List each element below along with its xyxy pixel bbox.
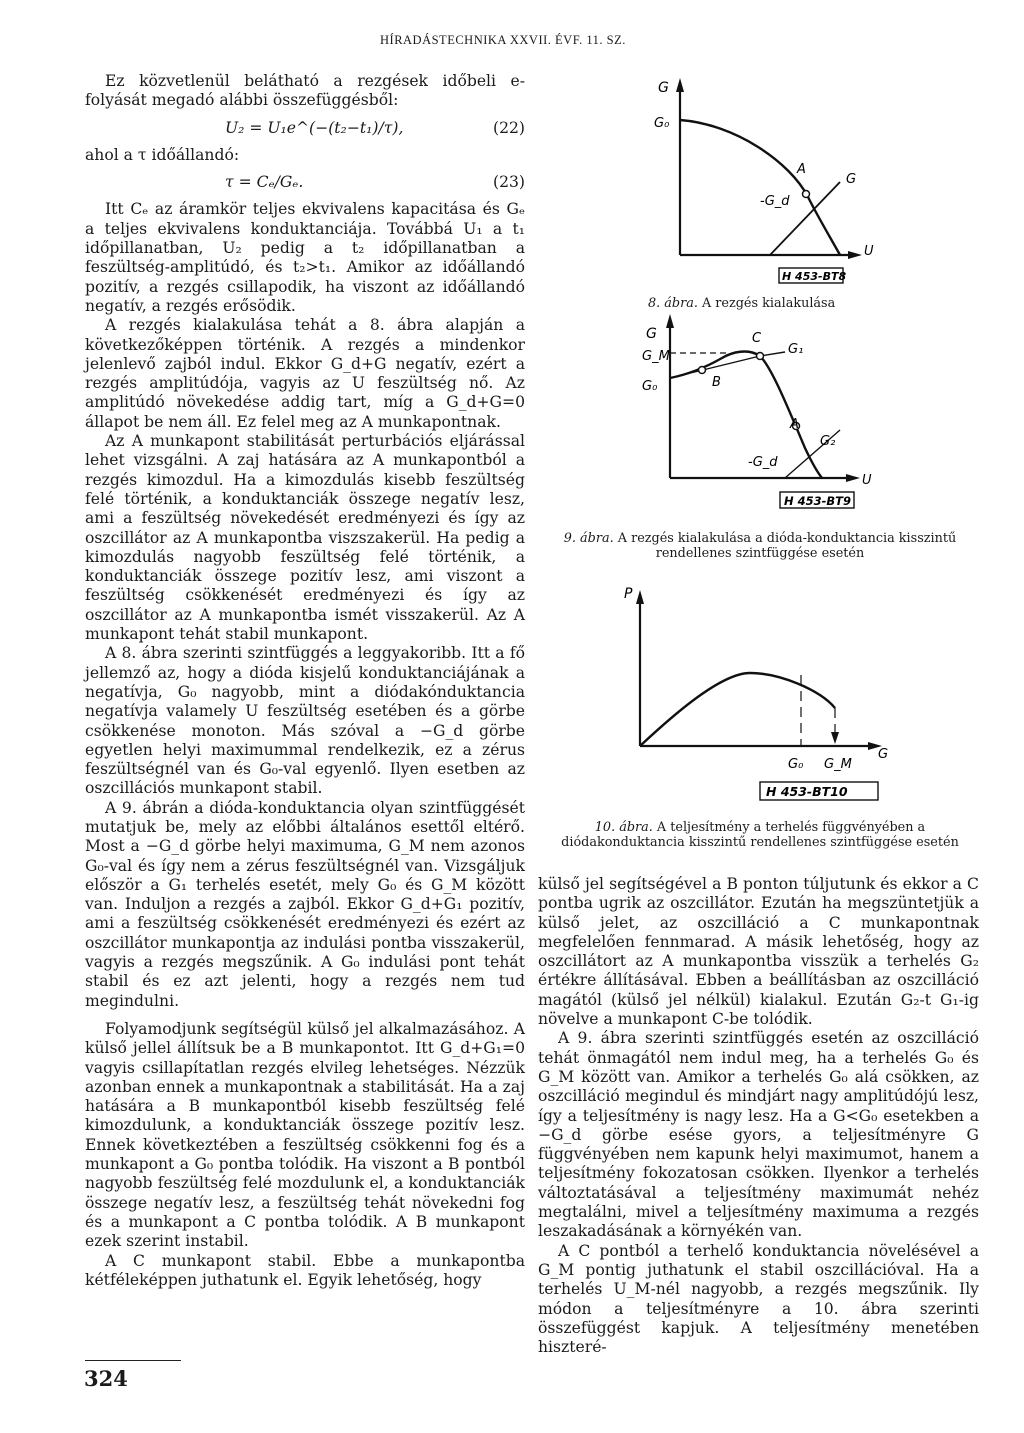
figure-8 (640, 72, 880, 288)
figure-8-caption-number: 8. ábra. (648, 296, 698, 311)
equation-22-number: (22) (492, 118, 525, 137)
point-a-label: A (797, 162, 806, 177)
u-axis-label: U (864, 244, 874, 259)
point-b-label: B (712, 375, 721, 390)
point-c-label: C (752, 331, 762, 346)
paragraph: A 8. ábra szerinti szintfüggés a leggyakoribb. Itt a fő jellemző az, hogy a dióda kisjelű konduktanciájának a negatívja, G₀ nagyobb, mint a diódakónduktancia negatívja valamely U feszültség esetében és a görbe csökkenése monoton. Más szóval a −G_d görbe egyetlen helyi maximummal rendelkezik, ez a zérus feszültségnél van és G₀-val egyenlő. Ilyen esetben az oszcillációs munkapont stabil. (85, 644, 525, 798)
left-column (85, 72, 525, 1290)
paragraph: Folyamodjunk segítségül külső jel alkalmazásához. A külső jellel állítsuk be a B munkapontot. Itt G_d+G₁=0 vagyis csillapítatlan rezgés elvileg lehetséges. Nézzük azonban ennek a munkapontnak a stabilitását. Ha a zaj hatására a B munkapontból kisebb feszültség felé kimozdulunk, a konduktanciák összege pozitív lesz. Ennek következtében a feszültség csökkenni fog és a munkapont a G₀ pontba tolódik. Ha viszont a B pontból nagyobb feszültség felé mozdulunk el, a konduktanciák összege negatív lesz, a feszültség tehát növekedni fog és a munkapont a C pontba tolódik. A B munkapont ezek szerint instabil. (85, 1019, 525, 1251)
neg-gd-label: -G_d (760, 194, 790, 209)
point-a-label: A (790, 417, 799, 432)
paragraph: Az A munkapont stabilitását perturbációs eljárással lehet vizsgálni. A zaj hatására az A munkapontból a rezgés kimozdul. Ha a kimozdulás kisebb feszültség felé történik, a konduktanciák összege negatív lesz, ami a feszültség növekedését eredményezi és így az oszcillátor az A munkapontba viszszakerül. Ha pedig a kimozdulás nagyobb feszültség felé történik, a konduktanciák összege pozitív lesz, ami viszont a feszültség csökkenését eredményezi és így az oszcillátor az A munkapontba ismét visszakerül. Az A munkapont tehát stabil munkapont. (85, 432, 525, 644)
point-a (803, 191, 810, 198)
power-curve (640, 673, 835, 746)
figure-10-caption (540, 820, 980, 850)
neg-gd-curve (670, 352, 822, 478)
equation-23 (85, 173, 525, 192)
figure-9-caption-text: A rezgés kialakulása a dióda-konduktancia kisszintű rendellenes szintfüggése esetén (617, 531, 957, 561)
paragraph: A 9. ábrán a dióda-konduktancia olyan szintfüggését mutatjuk be, mely az előbbi általános esettől eltérő. Most a −G_d görbe helyi maximuma, G_M nem azonos G₀-val és így nem a zérus feszültségnél van. Vizsgáljuk először a G₁ terhelés esetét, mely G₀ és G_M között van. Induljon a rezgés a zajból. Ekkor G_d+G₁ pozitív, ami a feszültség csökkenését eredményezi és ezért az oszcillátor munkapontja az indulási pontba visszakerül, vagyis a rezgés megszűnik. A G₀ indulási pont tehát stabil és ez azt jelenti, hogy a rezgés nem tud megindulni. (85, 798, 525, 1010)
paragraph: A C pontból a terhelő konduktancia növelésével a G_M pontig juthatunk el stabil oszcillációval. Ha a terhelés U_M-nél nagyobb, a rezgés megszűnik. Ily módon a teljesítményre a 10. ábra szerinti összefüggést kapjuk. A teljesítmény menetében hiszteré- (538, 1241, 979, 1357)
g2-label: G₂ (820, 434, 836, 449)
figure-9-caption-number: 9. ábra. (563, 531, 614, 546)
figure-9-tag: H 453-BT9 (784, 494, 852, 508)
equation-23-number: (23) (492, 173, 525, 192)
figure-8-tag: H 453-BT8 (782, 270, 847, 283)
figure-9 (630, 308, 890, 520)
page-number: 324 (84, 1366, 128, 1391)
running-header: HÍRADÁSTECHNIKA XXVII. ÉVF. 11. SZ. (380, 33, 626, 47)
gm-label: G_M (642, 349, 670, 364)
y-axis-arrow (676, 78, 684, 92)
g0-label: G₀ (788, 757, 804, 772)
g-label: G (846, 172, 857, 187)
figure-10-caption-text: A teljesítmény a terhelés függvényében a diódakonduktancia kisszintű rendellenes szintfüggése esetén (561, 820, 959, 850)
right-column (538, 875, 979, 1357)
paragraph: A C munkapont stabil. Ebbe a munkapontba kétféleképpen juthatunk el. Egyik lehetőség, hogy (85, 1251, 525, 1289)
gm-label: G_M (824, 757, 852, 772)
point-c (757, 353, 764, 360)
point-b (699, 367, 706, 374)
g1-label: G₁ (788, 342, 804, 357)
y-axis-arrow (636, 590, 644, 604)
g-axis-label: G (878, 747, 889, 762)
figure-8-caption-text: A rezgés kialakulása (702, 296, 836, 311)
u-axis-label: U (862, 473, 872, 488)
footer-rule (85, 1360, 181, 1361)
figure-10-caption-number: 10. ábra. (594, 820, 653, 835)
figure-10-tag: H 453-BT10 (766, 784, 848, 799)
g0-label: G₀ (642, 379, 658, 394)
y-axis-label: G (646, 326, 657, 342)
neg-gd-label: -G_d (748, 455, 778, 470)
paragraph: külső jel segítségével a B ponton túljutunk és ekkor a C pontba ugrik az oszcillátor. Ezután ha megszüntetjük a külső jelet, az oszcilláció a C munkapontnak megfelelően fennmarad. A másik lehetőség, hogy az oszcillátort az A munkapontba visszük a terhelés G₂ értékre állításával. Ebben a beállításban az oszcilláció magától (külső jel nélkül) kialakul. Ezután G₂-t G₁-ig növelve a munkapont C-be tolódik. (538, 875, 979, 1029)
where-line: ahol a τ időállandó: (85, 145, 240, 164)
equation-22 (85, 119, 525, 138)
paragraph: A 9. ábra szerinti szintfüggés esetén az oszcilláció tehát önmagától nem indul meg, ha a terhelés G₀ és G_M között van. Amikor a terhelés G₀ alá csökken, az oszcilláció megindul és mindjárt nagy amplitúdójú lesz, így a teljesítmény is nagy lesz. Ha a G<G₀ esetekben a −G_d görbe esése gyors, a teljesítményre G függvényében nem kapunk helyi maximumot, hanem a teljesítmény fokozatosan csökken. Ilyenkor a terhelés változtatásával a teljesítmény maximumát nehéz megtalálni, mivel a teljesítmény maximuma a rezgés leszakadásának a környékén van. (538, 1029, 979, 1241)
gm-drop-arrow (831, 732, 839, 744)
equation-23-body: τ = Cₑ/Gₑ. (225, 173, 304, 192)
g0-label: G₀ (654, 116, 670, 131)
y-axis-arrow (666, 314, 674, 328)
paragraph: Itt Cₑ az áramkör teljes ekvivalens kapacitása és Gₑ a teljes ekvivalens konduktanciája. Továbbá U₁ a t₁ időpillanatban, U₂ pedig a t₂ időpillanatban a feszültség-amplitúdó, és t₂>t₁. Amikor az időállandó pozitív, a rezgés csillapodik, ha viszont az időállandó negatív, a rezgés erősödik. (85, 200, 525, 315)
x-axis-arrow (848, 251, 862, 259)
paragraph: A rezgés kialakulása tehát a 8. ábra alapján a következőképpen történik. A rezgés a mindenkor jelenlevő zajból indul. Ekkor G_d+G negatív, ezért a rezgés amplitúdója, vagyis az U feszültség nő. Az amplitúdó növekedése addig tart, míg a G_d+G=0 állapot be nem áll. Ez felel meg az A munkapontnak. (85, 316, 525, 431)
x-axis-arrow (846, 474, 860, 482)
equation-22-body: U₂ = U₁e^(−(t₂−t₁)/τ), (225, 118, 404, 137)
y-axis-label: P (624, 586, 633, 602)
figure-9-caption (540, 531, 980, 561)
intro-paragraph: Ez közvetlenül belátható a rezgések időbeli e-folyását megadó alábbi összefüggésből: (85, 72, 525, 110)
figure-10 (610, 578, 900, 813)
neg-gd-curve (680, 120, 840, 255)
y-axis-label: G (658, 80, 669, 96)
